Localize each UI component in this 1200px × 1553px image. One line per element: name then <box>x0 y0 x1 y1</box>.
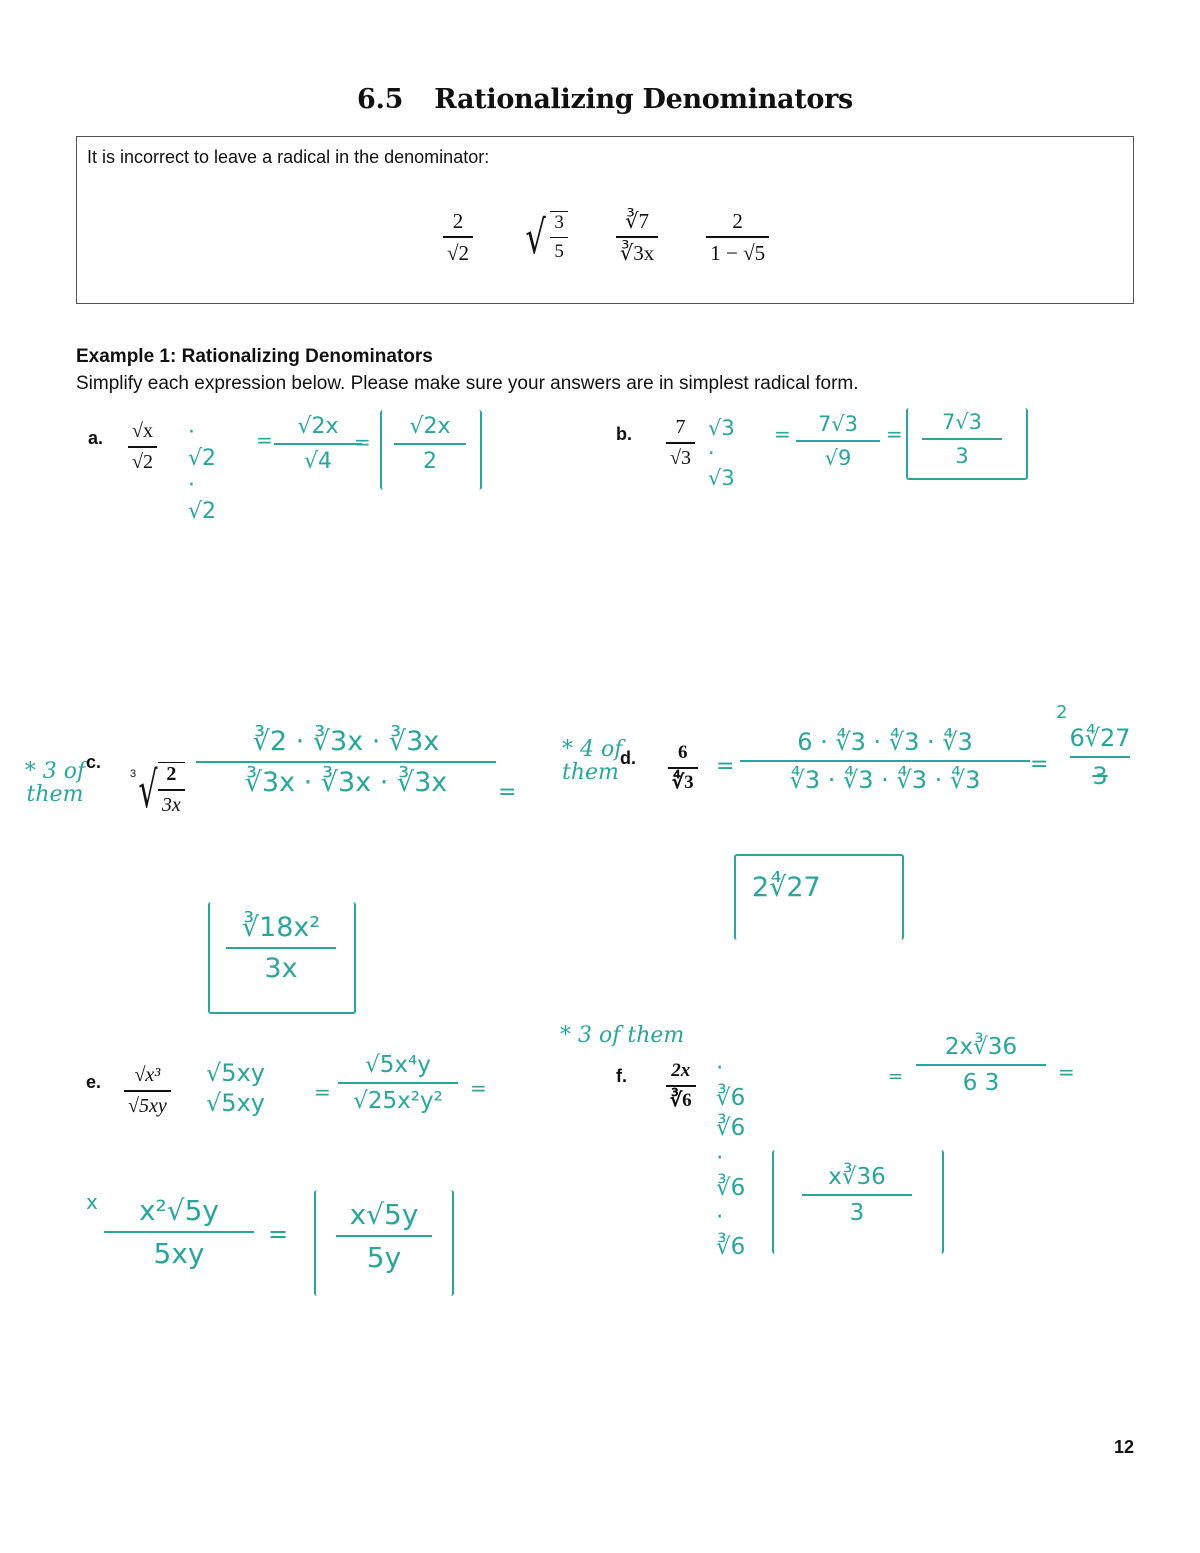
handwritten-multiplier: √5xy √5xy <box>206 1059 265 1117</box>
problem-d-note: * 4 of them <box>562 737 623 786</box>
answer: $\frac{\text{∛18x²}}{3x}$ <box>226 912 336 984</box>
handwritten-step: 2x∛36 6 3 <box>916 1034 1046 1096</box>
section-title: Rationalizing Denominators <box>434 84 853 115</box>
page-number: 12 <box>1114 1437 1135 1457</box>
cancel-note: x <box>86 1190 98 1214</box>
problem-label: c. <box>86 752 102 772</box>
example-instructions: Simplify each expression below. Please make sure your answers are in simplest radical form. <box>76 373 859 394</box>
problem-label: e. <box>86 1072 102 1092</box>
answer-box <box>772 1150 944 1254</box>
handwritten-multiplier: · ∛6 ∛6 · ∛6 · ∛6 <box>716 1055 746 1261</box>
page-title <box>0 84 1200 115</box>
handwritten-step: √5x⁴y √25x²y² <box>338 1052 458 1114</box>
answer: $\frac{√2x}{2}$ <box>394 414 466 474</box>
handwritten-step: ∛2 · ∛3x · ∛3x ∛3x · ∛3x · ∛3x <box>196 726 496 798</box>
handwritten-step: 7√3 √9 <box>796 412 880 470</box>
answer-box <box>314 1190 454 1296</box>
problem-label: b. <box>616 424 632 444</box>
answer-box <box>208 902 356 1014</box>
printed-expression: 6 ∜3 <box>668 742 698 794</box>
handwritten-step-2: 6∜27 3 <box>1069 724 1131 790</box>
problem-c-note: * 3 of them <box>24 759 86 808</box>
radical-sign-icon: √ <box>525 210 546 265</box>
answer-box <box>906 408 1028 480</box>
handwritten-step: √2x √4 <box>274 414 362 474</box>
printed-expression: √x √2 <box>128 420 157 474</box>
cancel-note: 2 <box>1056 702 1068 723</box>
example-fraction-4: $\frac{2}{1 - √5}$ <box>706 209 769 265</box>
printed-expression: √x³ √5xy <box>124 1064 171 1118</box>
answer-box <box>380 410 482 490</box>
problem-f-note: * 3 of them <box>560 1023 685 1048</box>
example-fraction-2: √ $\frac{3}{5}$ <box>521 211 568 263</box>
answer: $\frac{7√3}{3}$ <box>922 410 1002 468</box>
printed-expression: 2x ∛6 <box>666 1060 696 1112</box>
answer: 2∜27 <box>752 872 821 903</box>
answer-box <box>734 854 904 940</box>
problem-label: f. <box>616 1066 627 1086</box>
intro-box <box>76 136 1134 304</box>
answer: $\frac{x∛36}{3}$ <box>802 1164 912 1226</box>
handwritten-step-2: x²√5y 5xy <box>104 1194 254 1270</box>
section-number: 6.5 <box>357 84 404 115</box>
example-fraction-1: $\frac{2}{√2}$ <box>443 209 473 265</box>
printed-expression: 7 √3 <box>666 416 695 470</box>
incorrect-examples <box>443 209 769 265</box>
problem-label: d. <box>620 748 636 768</box>
handwritten-multiplier: √3 · √3 <box>708 416 735 491</box>
handwritten-step: 6 · ∜3 · ∜3 · ∜3 ∜3 · ∜3 · ∜3 · ∜3 <box>740 728 1030 794</box>
answer: $\frac{x√5y}{5y}$ <box>336 1198 432 1274</box>
printed-expression: 3 √ $\frac{2}{3x}$ <box>128 762 185 817</box>
handwritten-multiplier: · √2 · √2 <box>188 420 217 525</box>
problem-label: a. <box>88 428 104 448</box>
example-heading: Example 1: Rationalizing Denominators <box>76 346 433 367</box>
radical-sign-icon: √ <box>138 760 158 819</box>
example-fraction-3: $\frac{∛7}{∛3x}$ <box>616 209 658 265</box>
intro-text: It is incorrect to leave a radical in the denominator: <box>87 147 490 167</box>
